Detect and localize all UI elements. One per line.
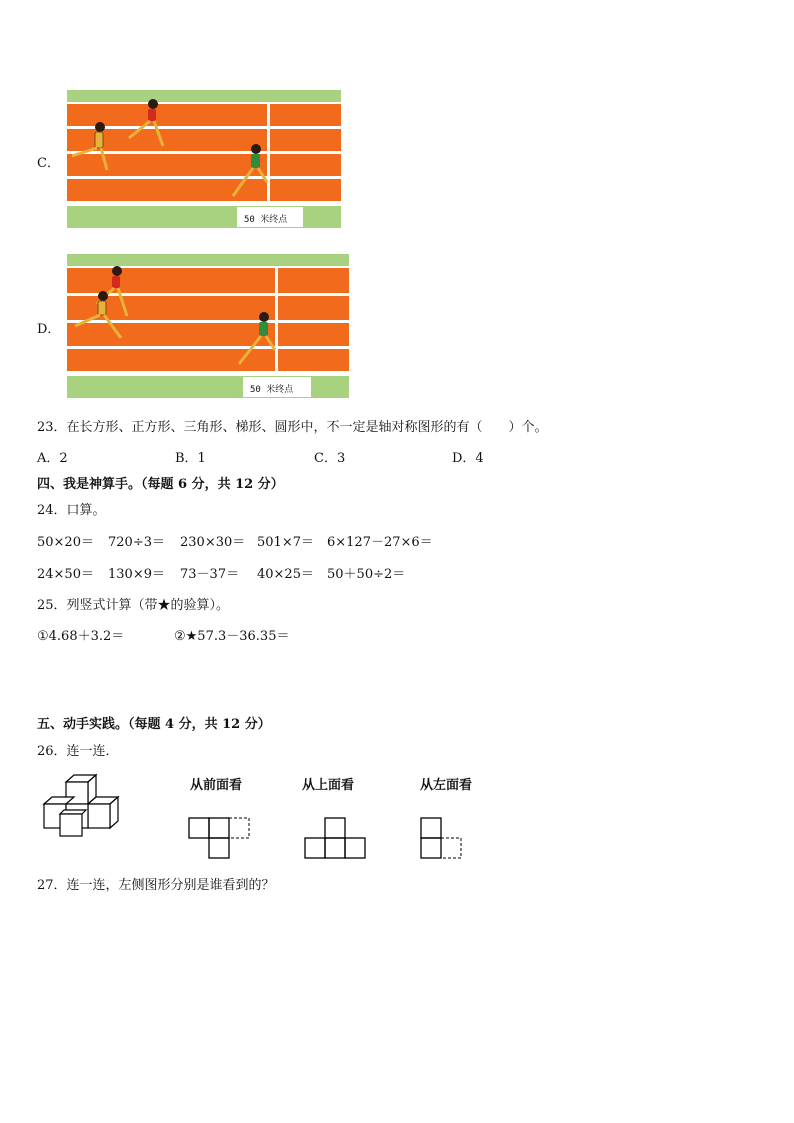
track-image-c [67, 90, 341, 228]
q24-stem: 24．口算。 [37, 503, 106, 518]
q23-option-d: D．4 [452, 451, 484, 466]
q23-option-c: C．3 [314, 451, 346, 466]
q27-stem: 27．连一连，左侧图形分别是谁看到的？ [37, 878, 275, 893]
q25-item-2: ②★57.3－36.35＝ [174, 629, 290, 644]
section4-heading: 四、我是神算手。（每题 6 分，共 12 分） [37, 477, 284, 492]
q23-stem: 23．在长方形、正方形、三角形、梯形、圆形中，不一定是轴对称图形的有（ ）个。 [37, 420, 548, 435]
q24-r2-c1: 24×50＝ [37, 567, 94, 582]
q25-stem: 25．列竖式计算（带★的验算）。 [37, 598, 230, 613]
cube-stack-figure [42, 772, 126, 838]
q24-r2-c2: 130×9＝ [108, 567, 165, 582]
q24-r2-c4: 40×25＝ [257, 567, 314, 582]
q25-item-1: ①4.68＋3.2＝ [37, 629, 125, 644]
view-left-shape [420, 817, 464, 859]
track-image-d [67, 254, 349, 398]
option-d-label: D． [37, 322, 61, 337]
view-left-label: 从左面看 [420, 778, 473, 793]
view-front-label: 从前面看 [190, 778, 243, 793]
q24-r1-c3: 230×30＝ [180, 535, 246, 550]
track-c-endpoint-label: 50 米终点 [244, 215, 288, 225]
q24-r1-c5: 6×127－27×6＝ [327, 535, 433, 550]
q24-r1-c1: 50×20＝ [37, 535, 94, 550]
view-front-shape [188, 817, 250, 859]
q26-stem: 26．连一连． [37, 744, 119, 759]
q24-r2-c5: 50＋50÷2＝ [327, 567, 406, 582]
track-d-endpoint-label: 50 米终点 [250, 385, 294, 395]
q23-option-b: B．1 [175, 451, 206, 466]
view-top-label: 从上面看 [302, 778, 355, 793]
view-top-shape [304, 817, 366, 859]
q23-option-a: A．2 [37, 451, 68, 466]
q24-r2-c3: 73－37＝ [180, 567, 240, 582]
q24-r1-c2: 720÷3＝ [108, 535, 165, 550]
q24-r1-c4: 501×7＝ [257, 535, 314, 550]
section5-heading: 五、动手实践。（每题 4 分，共 12 分） [37, 717, 271, 732]
option-c-label: C． [37, 156, 60, 171]
